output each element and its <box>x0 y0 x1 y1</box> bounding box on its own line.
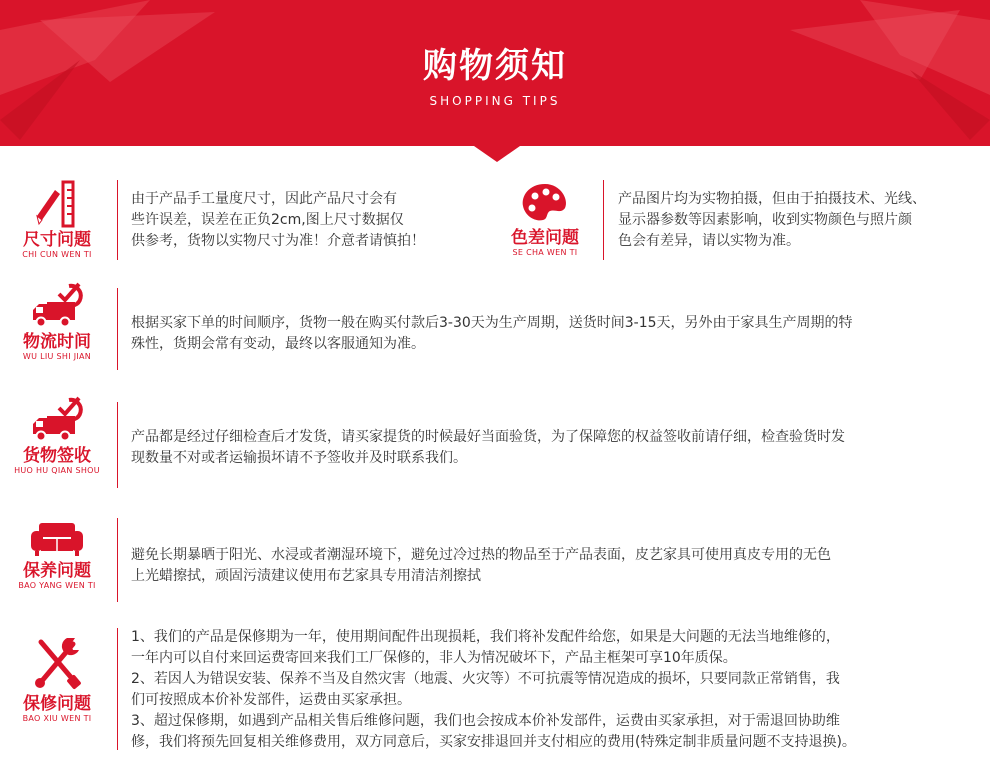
text-line: 3、超过保修期，如遇到产品相关售后维修问题，我们也会按成本价补发部件，运费由买家承担，对于需退回协助维 <box>131 713 840 729</box>
maintenance-text <box>131 545 981 587</box>
maintenance-label-pinyin: BAO YANG WEN TI <box>18 581 96 590</box>
text-line: 一年内可以自付来回运费寄回来我们工厂保修的，非人为情况破坏下，产品主框架可享10年质保。 <box>131 650 737 666</box>
page-subtitle: SHOPPING TIPS <box>429 94 561 108</box>
size-issue-label-pinyin: CHI CUN WEN TI <box>22 250 92 259</box>
maintenance-divider <box>117 518 118 602</box>
warranty-text <box>131 627 986 753</box>
color-issue-label-pinyin: SE CHA WEN TI <box>512 248 578 257</box>
receipt-text <box>131 427 981 469</box>
sofa-icon <box>25 515 89 559</box>
header-banner <box>0 0 990 162</box>
warranty-label: 保修问题 <box>23 694 91 714</box>
text-line: 根据买家下单的时间顺序，货物一般在购买付款后3-30天为生产周期，送货时间3-15天，另外由于家具生产周期的特 <box>131 315 853 331</box>
logistics-text <box>131 313 981 355</box>
text-line: 修，我们将预先回复相关维修费用，双方同意后，买家安排退回并支付相应的费用(特殊定制非质量问题不支持退换)。 <box>131 734 856 750</box>
text-line: 现数量不对或者运输损坏请不予签收并及时联系我们。 <box>131 450 467 466</box>
size-issue-text <box>131 189 491 252</box>
color-issue-label: 色差问题 <box>511 228 579 248</box>
palette-icon <box>515 180 575 226</box>
text-line: 上光蜡擦拭，顽固污渍建议使用布艺家具专用清洁剂擦拭 <box>131 568 481 584</box>
receipt-label-pinyin: HUO HU QIAN SHOU <box>14 466 100 475</box>
logistics-label: 物流时间 <box>23 332 91 352</box>
logistics-divider <box>117 288 118 370</box>
text-line: 产品图片均为实物拍摄，但由于拍摄技术、光线、 <box>618 191 926 207</box>
text-line: 些许误差，误差在正负2cm,图上尺寸数据仅 <box>131 212 404 228</box>
text-line: 供参考，货物以实物尺寸为准！介意者请慎拍！ <box>131 233 425 249</box>
wrench-screwdriver-icon <box>27 636 87 692</box>
text-line: 们可按照成本价补发部件，运费由买家承担。 <box>131 692 411 708</box>
delivery-truck-icon <box>25 282 89 330</box>
text-line: 1、我们的产品是保修期为一年，使用期间配件出现损耗，我们将补发配件给您，如果是大问题的无法当地维修的， <box>131 629 840 645</box>
receipt-label: 货物签收 <box>23 446 91 466</box>
pencil-ruler-icon <box>27 180 87 228</box>
receipt-divider <box>117 402 118 488</box>
text-line: 显示器参数等因素影响，收到实物颜色与照片颜 <box>618 212 912 228</box>
text-line: 殊性，货期会常有变动，最终以客服通知为准。 <box>131 336 425 352</box>
color-issue-text <box>618 189 990 252</box>
size-issue-badge <box>2 180 112 260</box>
page-title: 购物须知 <box>423 46 567 86</box>
maintenance-badge <box>2 515 112 591</box>
text-line: 产品都是经过仔细检查后才发货，请买家提货的时候最好当面验货，为了保障您的权益签收前请仔细，检查验货时发 <box>131 429 845 445</box>
text-line: 避免长期暴晒于阳光、水浸或者潮湿环境下，避免过冷过热的物品至于产品表面，皮艺家具可使用真皮专用的无色 <box>131 547 831 563</box>
color-issue-badge <box>490 180 600 258</box>
warranty-divider <box>117 628 118 750</box>
logistics-badge <box>2 282 112 362</box>
maintenance-label: 保养问题 <box>23 561 91 581</box>
text-line: 由于产品手工量度尺寸，因此产品尺寸会有 <box>131 191 397 207</box>
text-line: 色会有差异，请以实物为准。 <box>618 233 800 249</box>
warranty-badge <box>2 636 112 724</box>
size-divider <box>117 180 118 260</box>
text-line: 2、若因人为错误安装、保养不当及自然灾害（地震、火灾等）不可抗震等情况造成的损坏，只要同款正常销售，我 <box>131 671 840 687</box>
receipt-badge <box>2 396 112 476</box>
size-issue-label: 尺寸问题 <box>23 230 91 250</box>
logistics-label-pinyin: WU LIU SHI JIAN <box>22 352 92 361</box>
delivery-truck-check-icon <box>25 396 89 444</box>
warranty-label-pinyin: BAO XIU WEN TI <box>22 714 92 723</box>
color-divider <box>603 180 604 260</box>
